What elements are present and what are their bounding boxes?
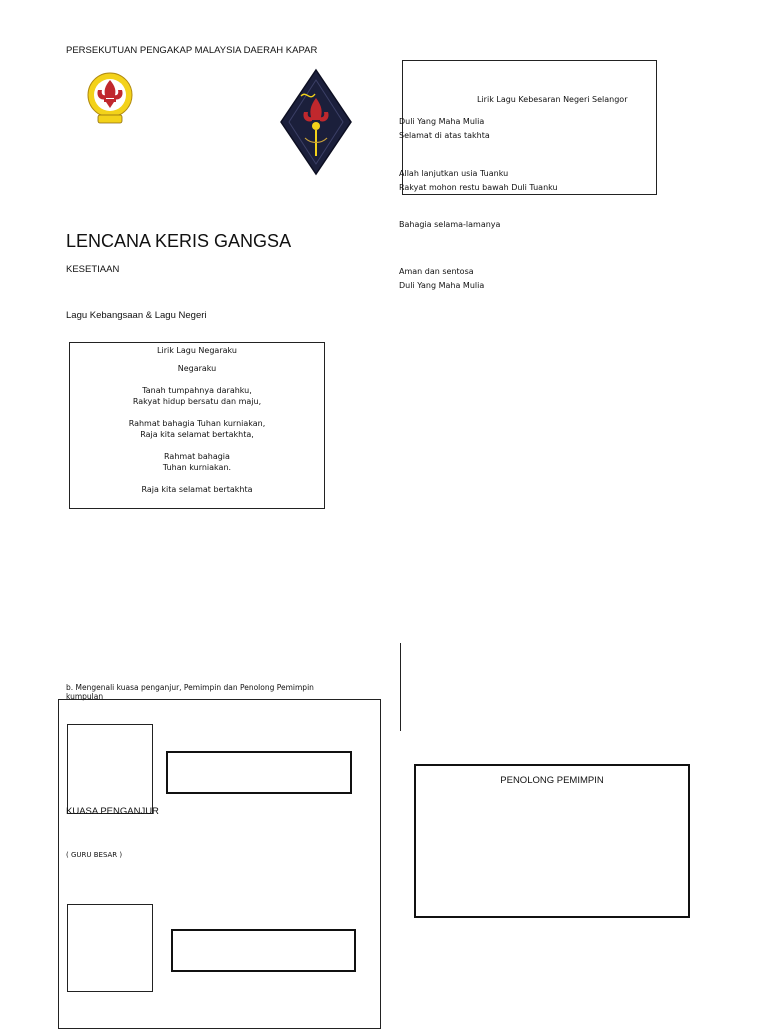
penolong-pemimpin-box (414, 764, 690, 918)
photo-placeholder-1 (67, 724, 153, 814)
penolong-pemimpin-label: PENOLONG PEMIMPIN (500, 775, 604, 786)
lyric-line: Raja kita selamat bertakhta, (140, 430, 254, 439)
lyric-line: Rakyat mohon restu bawah Duli Tuanku (399, 183, 558, 192)
lyric-line: Negaraku (177, 364, 217, 373)
leaders-label-line1: b. Mengenali kuasa penganjur, Pemimpin dan Penolong Pemimpin (66, 683, 314, 692)
lyric-line: Duli Yang Maha Mulia (399, 281, 485, 290)
lyric-line (70, 440, 324, 451)
photo-placeholder-2 (67, 904, 153, 992)
kuasa-penganjur-label: KUASA PENGANJUR (66, 806, 159, 817)
lyric-line: Tuhan kurniakan. (162, 463, 232, 472)
lyric-line (70, 407, 324, 418)
page-subtitle: KESETIAAN (66, 264, 120, 275)
keris-badge-icon (279, 68, 353, 176)
lyric-line: Duli Yang Maha Mulia (399, 117, 485, 126)
negaraku-title: Lirik Lagu Negaraku (157, 346, 237, 355)
leaders-label-line2: kumpulan (66, 692, 104, 701)
lyric-line: Tanah tumpahnya darahku, (142, 386, 252, 395)
page-title: LENCANA KERIS GANGSA (66, 231, 292, 251)
anthems-section-label: Lagu Kebangsaan & Lagu Negeri (66, 310, 207, 321)
lyric-line: Rakyat hidup bersatu dan maju, (132, 397, 262, 406)
negaraku-lyrics-box (69, 342, 325, 509)
name-field-2 (171, 929, 356, 972)
scout-emblem-icon (84, 68, 136, 126)
lyric-line: Raja kita selamat bertakhta (141, 485, 253, 494)
lyric-line: Bahagia selama-lamanya (399, 220, 501, 229)
lyric-line: Allah lanjutkan usia Tuanku (399, 169, 509, 178)
selangor-title: Lirik Lagu Kebesaran Negeri Selangor (477, 95, 628, 104)
name-field-1 (166, 751, 352, 794)
lyric-line (70, 374, 324, 385)
lyric-line (70, 473, 324, 484)
lyric-line: Selamat di atas takhta (399, 131, 490, 140)
lyric-line: Rahmat bahagia (164, 452, 230, 461)
lyric-line: Rahmat bahagia Tuhan kurniakan, (128, 419, 266, 428)
vertical-divider (400, 643, 401, 731)
guru-besar-label: ( GURU BESAR ) (66, 851, 123, 859)
org-title: PERSEKUTUAN PENGAKAP MALAYSIA DAERAH KAPAR (66, 45, 318, 56)
lyric-line: Aman dan sentosa (399, 267, 474, 276)
